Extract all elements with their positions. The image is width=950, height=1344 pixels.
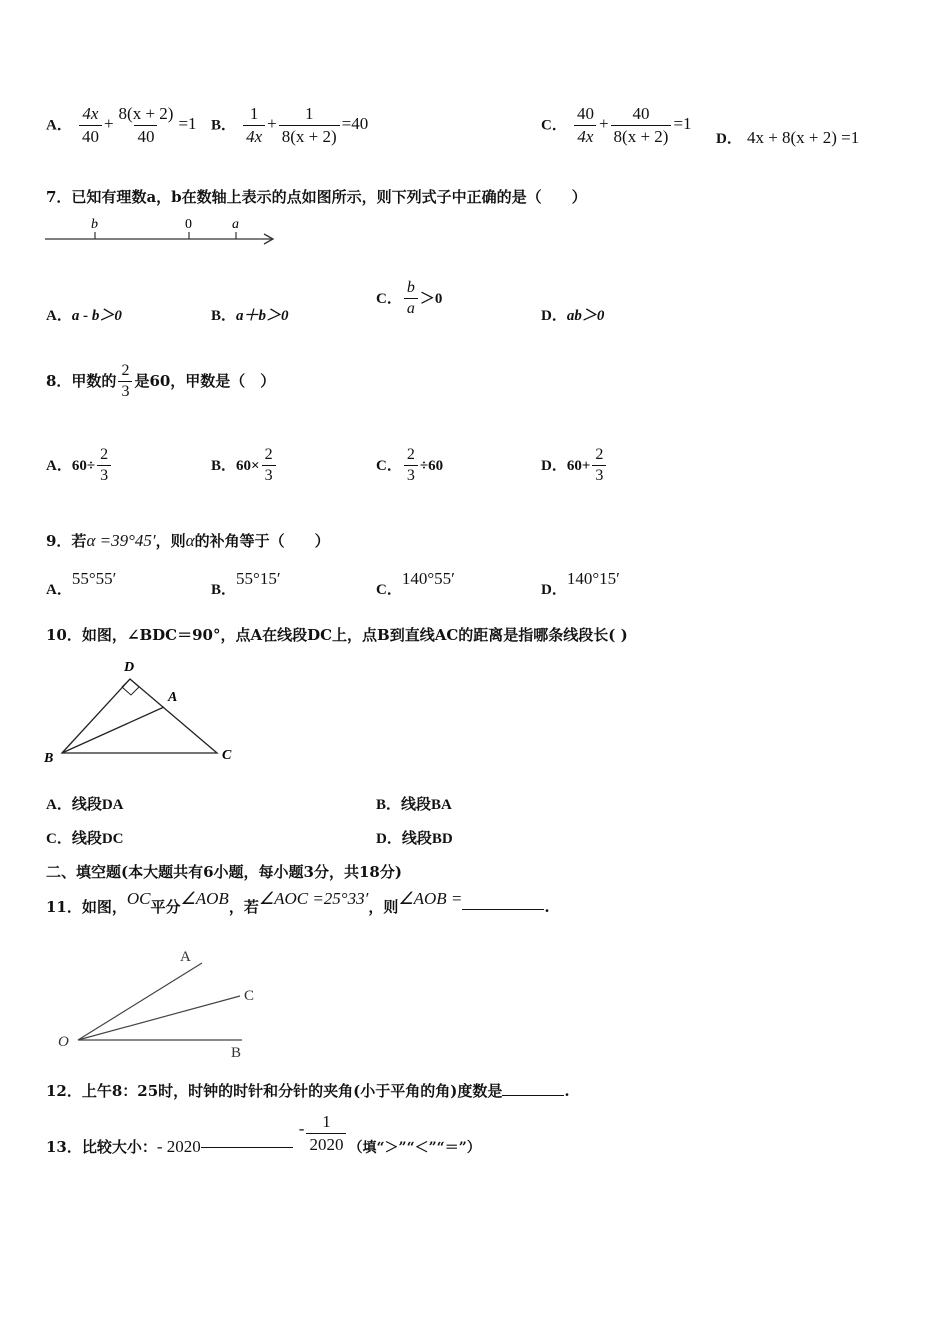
fraction-denominator: 3 — [118, 381, 132, 401]
option-d-expression: 4x + 8(x + 2) =1 — [746, 128, 860, 147]
equation-rhs: =1 — [673, 114, 692, 134]
q7-option-a — [46, 304, 122, 325]
fraction-numerator: 1 — [322, 1112, 331, 1131]
stem-math: ∠AOB — [180, 889, 229, 908]
q7-option-b — [211, 304, 289, 325]
fraction-numerator: 1 — [249, 104, 259, 123]
fraction-numerator: 40 — [576, 104, 594, 123]
q6-option-d — [716, 127, 859, 148]
option-expression: 60× — [236, 458, 260, 474]
stem-text: 8．甲数的 — [46, 372, 117, 390]
option-value: 140°55′ — [401, 569, 455, 588]
stem-text: 9．若 — [46, 532, 87, 550]
triangle-figure — [40, 655, 250, 770]
q13-stem — [46, 1112, 481, 1155]
q8-option-a — [46, 446, 113, 485]
option-label: D． — [541, 458, 567, 474]
option-label: A． — [46, 458, 72, 474]
fraction-numerator: 2 — [264, 446, 273, 463]
option-label: A． — [46, 308, 72, 324]
fraction-numerator: 2 — [595, 446, 604, 463]
q9-option-b — [211, 568, 281, 598]
option-label: B． — [211, 308, 237, 324]
vertex-label-a: A — [168, 690, 178, 705]
stem-text: ，则 — [368, 898, 399, 916]
fraction-numerator: 2 — [121, 362, 130, 379]
fraction-denominator: 3 — [97, 465, 111, 485]
stem-text: 12．上午8：25时，时钟的时针和分针的夹角(小于平角的角)度数是 — [46, 1082, 503, 1100]
answer-blank[interactable] — [502, 1081, 564, 1096]
fraction-denominator: 8(x + 2) — [611, 125, 672, 147]
stem-text: 的补角等于（ ） — [194, 532, 330, 550]
axis-label-b: b — [91, 217, 98, 232]
q7-option-d — [541, 304, 604, 325]
fraction-denominator: 4x — [243, 125, 265, 147]
plus-sign: + — [598, 114, 609, 134]
right-angle-mark-icon — [122, 679, 139, 695]
fraction-denominator: 4x — [574, 125, 596, 147]
axis-label-a: a — [232, 217, 239, 232]
stem-text: 13．比较大小： — [46, 1138, 157, 1156]
number-line-figure — [40, 212, 285, 248]
option-expression: ÷60 — [419, 458, 444, 474]
q10-option-b: B．线段BA — [376, 797, 452, 813]
stem-text: ，若 — [228, 898, 259, 916]
q10-option-c: C．线段DC — [46, 831, 124, 847]
stem-text: . — [544, 898, 550, 916]
fraction-denominator: 3 — [262, 465, 276, 485]
stem-text: ，则 — [155, 532, 186, 550]
plus-sign: + — [267, 114, 277, 134]
section-heading: 二、填空题(本大题共有6小题，每小题3分，共18分) — [46, 863, 402, 881]
q8-stem — [46, 362, 275, 401]
q8-option-b — [211, 446, 278, 485]
option-label: D． — [541, 308, 567, 324]
option-expression: a＋b＞0 — [236, 308, 289, 324]
q8-option-c — [376, 446, 443, 485]
fraction-numerator: 4x — [82, 104, 99, 123]
stem-math: - — [298, 1119, 305, 1138]
option-label: B． — [211, 582, 237, 598]
equation-rhs: =1 — [178, 114, 197, 134]
option-label: C． — [376, 458, 402, 474]
fraction-denominator: 40 — [79, 125, 102, 147]
option-label: B． — [211, 117, 237, 134]
q6-option-a — [46, 104, 197, 147]
plus-sign: + — [103, 114, 114, 134]
option-label: C． — [541, 117, 567, 134]
q10-option-a: A．线段DA — [46, 797, 124, 813]
option-value: 55°55′ — [71, 569, 117, 588]
option-label: C． — [376, 582, 402, 598]
q9-stem — [46, 530, 330, 551]
q9-option-d — [541, 568, 620, 598]
fraction-numerator: 40 — [632, 104, 650, 123]
stem-math: ∠AOC =25°33′ — [258, 889, 369, 908]
stem-math: ∠AOB = — [398, 889, 463, 908]
option-label: C． — [376, 291, 402, 307]
ray-label-a: A — [180, 949, 191, 965]
stem-text: 平分 — [150, 898, 181, 916]
fraction-numerator: 1 — [304, 104, 314, 123]
fraction-denominator: 3 — [592, 465, 606, 485]
vertex-label-d: D — [124, 660, 135, 675]
option-expression: 60+ — [566, 458, 591, 474]
ray-oc — [78, 996, 240, 1040]
fraction-numerator: 8(x + 2) — [118, 104, 174, 123]
fraction-denominator: 40 — [134, 125, 157, 147]
fraction-numerator: 2 — [406, 446, 415, 463]
q8-option-d — [541, 446, 608, 485]
option-expression: ab＞0 — [566, 308, 605, 324]
q7-stem: 7．已知有理数a，b在数轴上表示的点如图所示，则下列式子中正确的是（ ） — [46, 188, 587, 206]
stem-text: . — [564, 1082, 570, 1100]
fraction-denominator: 2020 — [306, 1133, 346, 1155]
q7-option-c — [376, 279, 442, 318]
ray-label-b: B — [231, 1045, 242, 1061]
stem-math: α — [185, 531, 195, 550]
fraction-denominator: 3 — [404, 465, 418, 485]
ray-oa — [78, 963, 202, 1040]
q10-option-d: D．线段BD — [376, 831, 453, 847]
option-value: 140°15′ — [566, 569, 620, 588]
option-label: A． — [46, 582, 72, 598]
option-expression: a - b＞0 — [71, 308, 122, 324]
q9-option-c — [376, 568, 455, 598]
q6-option-c — [541, 104, 692, 147]
stem-math: OC — [126, 889, 151, 908]
q6-option-b — [211, 104, 368, 147]
stem-text: 是60，甲数是（ ） — [134, 372, 276, 390]
q12-stem — [46, 1080, 570, 1101]
fraction-denominator: a — [404, 298, 418, 318]
fraction-numerator: b — [406, 279, 415, 296]
q11-stem — [46, 888, 550, 916]
option-label: D． — [541, 582, 567, 598]
q10-stem: 10．如图，∠BDC＝90°，点A在线段DC上，点B到直线AC的距离是指哪条线段长( ) — [46, 626, 628, 644]
vertex-label-c: C — [222, 748, 232, 763]
axis-label-zero: 0 — [185, 217, 192, 232]
vertex-label-o: O — [58, 1034, 69, 1050]
q9-option-a — [46, 568, 117, 598]
answer-blank[interactable] — [201, 1133, 293, 1148]
equation-rhs: =40 — [341, 114, 369, 134]
option-label: D． — [716, 131, 742, 147]
ray-label-c: C — [244, 988, 255, 1004]
option-label: B． — [211, 458, 237, 474]
vertex-label-b: B — [44, 751, 54, 766]
option-value: 55°15′ — [236, 569, 281, 588]
stem-math: α =39°45′ — [86, 531, 156, 550]
stem-text: （填“＞”“＜”“＝”） — [348, 1140, 481, 1156]
option-label: A． — [46, 117, 72, 134]
fraction-denominator: 8(x + 2) — [279, 125, 340, 147]
fraction-numerator: 2 — [100, 446, 109, 463]
answer-blank[interactable] — [462, 895, 544, 910]
angle-figure — [50, 942, 280, 1062]
option-expression: 60÷ — [71, 458, 96, 474]
stem-text: 11．如图， — [46, 898, 127, 916]
option-expression: ＞0 — [419, 291, 443, 307]
segment-ba — [62, 707, 164, 753]
stem-math: - 2020 — [156, 1137, 201, 1156]
